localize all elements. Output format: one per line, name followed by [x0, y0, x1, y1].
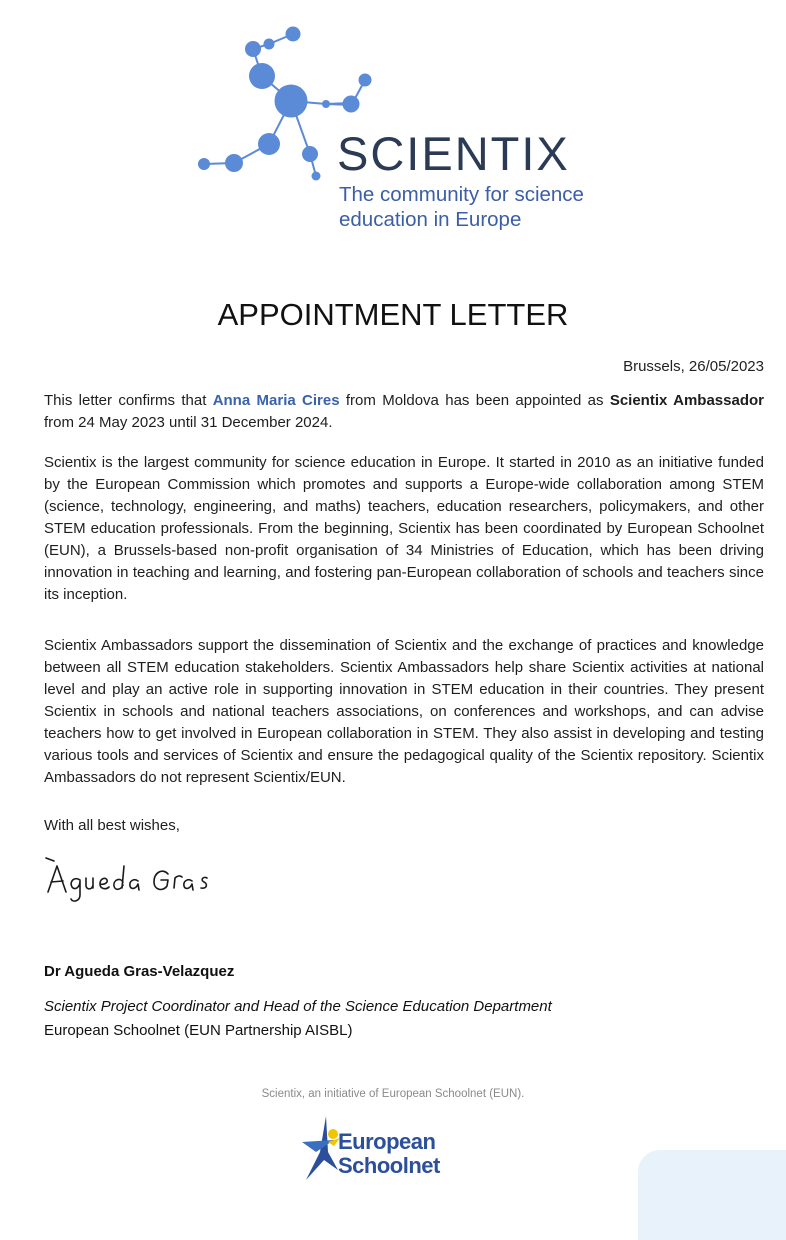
eun-line-1: European [338, 1129, 436, 1154]
eun-wordmark [338, 1130, 440, 1178]
ambassador-name: Anna Maria Cires [212, 392, 340, 409]
p1-mid: from Moldova has been appointed as [339, 392, 610, 409]
scientix-tagline [339, 182, 584, 232]
handwritten-signature [40, 848, 240, 908]
letter-date: Brussels, 26/05/2023 [623, 358, 764, 375]
scientix-wordmark: SCIENTIX [337, 127, 570, 180]
signatory-role: Scientix Project Coordinator and Head of the Science Education Department [44, 998, 552, 1015]
tagline-line-1: The community for science [339, 183, 584, 206]
p1-post: from 24 May 2023 until 31 December 2024. [44, 414, 333, 431]
signatory-name: Dr Agueda Gras-Velazquez [44, 963, 235, 980]
about-scientix-paragraph: Scientix is the largest community for science education in Europe. It started in 2010 as an initiative funded by the European Commission which promotes and supports a Europe-wide collaboration among STEM (science, technology, engineering, and maths) teachers, education researchers, policymakers, and other STEM education professionals. From the beginning, Scientix has been coordinated by European Schoolnet (EUN), a Brussels-based non-profit organisation of 34 Ministries of Education, which has been driving innovation in teaching and learning, and fostering pan-European collaboration of schools and teachers since its inception. [44, 454, 764, 603]
eun-line-2: Schoolnet [338, 1153, 440, 1178]
p1-pre: This letter confirms that [44, 392, 213, 409]
ambassador-duties-paragraph: Scientix Ambassadors support the dissemination of Scientix and the exchange of practices and knowledge between all STEM education stakeholders. Scientix Ambassadors help share Scientix activities at national level and play an active role in supporting innovation in STEM education in their countries. They present Scientix in schools and national teachers associations, on conferences and workshops, and can advise teachers how to get involved in European collaboration in STEM. They also assist in developing and testing various tools and services of Scientix and ensure the pedagogical quality of the Scientix repository. Scientix Ambassadors do not represent Scientix/EUN. [44, 637, 764, 786]
tagline-line-2: education in Europe [339, 208, 522, 231]
ambassador-role: Scientix Ambassador [609, 392, 764, 409]
confirmation-paragraph [44, 390, 764, 434]
closing-line: With all best wishes, [44, 817, 180, 834]
letter-title: APPOINTMENT LETTER [217, 297, 569, 332]
corner-decoration [638, 1150, 786, 1240]
footer-note: Scientix, an initiative of European Schoolnet (EUN). [261, 1088, 525, 1100]
signatory-organisation: European Schoolnet (EUN Partnership AISBL) [44, 1022, 353, 1039]
